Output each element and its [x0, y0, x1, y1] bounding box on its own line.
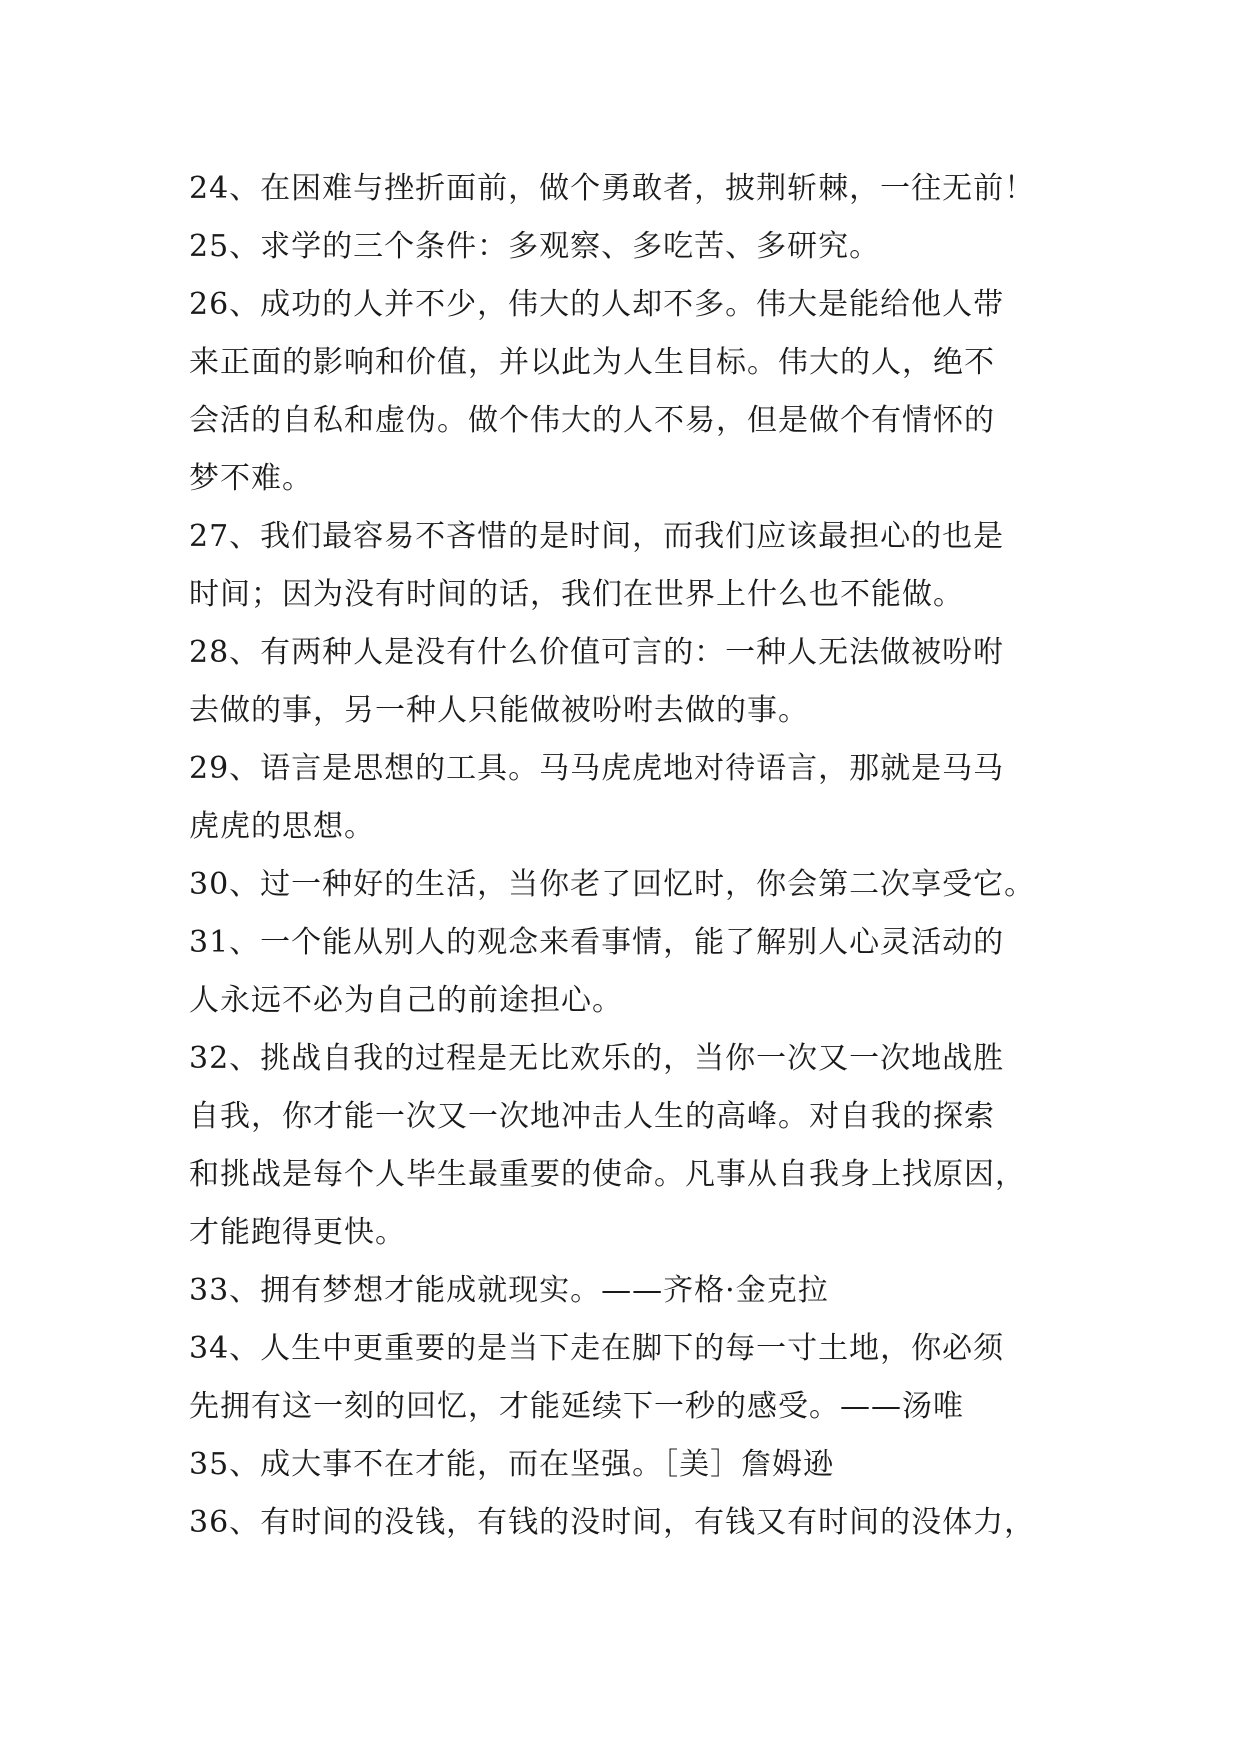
text-line: 梦不难。 [189, 461, 313, 496]
text-line: 31、一个能从别人的观念来看事情，能了解别人心灵活动的 [189, 925, 1005, 960]
text-line: 去做的事，另一种人只能做被吩咐去做的事。 [189, 693, 809, 728]
text-line: 36、有时间的没钱，有钱的没时间，有钱又有时间的没体力， [189, 1505, 1036, 1540]
text-line: 自我，你才能一次又一次地冲击人生的高峰。对自我的探索 [189, 1099, 995, 1134]
text-line: 34、人生中更重要的是当下走在脚下的每一寸土地，你必须 [189, 1331, 1005, 1366]
text-line: 25、求学的三个条件：多观察、多吃苦、多研究。 [189, 229, 881, 264]
text-line: 虎虎的思想。 [189, 809, 375, 844]
text-line: 32、挑战自我的过程是无比欢乐的，当你一次又一次地战胜 [189, 1041, 1005, 1076]
text-line: 才能跑得更快。 [189, 1215, 406, 1250]
text-line: 时间；因为没有时间的话，我们在世界上什么也不能做。 [189, 577, 964, 612]
text-line: 来正面的影响和价值，并以此为人生目标。伟大的人，绝不 [189, 345, 995, 380]
text-line: 30、过一种好的生活，当你老了回忆时，你会第二次享受它。 [189, 867, 1036, 902]
text-line: 29、语言是思想的工具。马马虎虎地对待语言，那就是马马 [189, 751, 1005, 786]
text-line: 先拥有这一刻的回忆，才能延续下一秒的感受。——汤唯 [189, 1389, 964, 1424]
text-line: 33、拥有梦想才能成就现实。——齐格·金克拉 [189, 1273, 829, 1308]
text-line: 26、成功的人并不少，伟大的人却不多。伟大是能给他人带 [189, 287, 1005, 322]
text-line: 27、我们最容易不吝惜的是时间，而我们应该最担心的也是 [189, 519, 1005, 554]
text-line: 人永远不必为自己的前途担心。 [189, 983, 623, 1018]
text-line: 会活的自私和虚伪。做个伟大的人不易，但是做个有情怀的 [189, 403, 995, 438]
text-line: 28、有两种人是没有什么价值可言的：一种人无法做被吩咐 [189, 635, 1005, 670]
text-line: 24、在困难与挫折面前，做个勇敢者，披荆斩棘，一往无前！ [189, 171, 1036, 206]
text-line: 和挑战是每个人毕生最重要的使命。凡事从自我身上找原因， [189, 1157, 1026, 1192]
document-body [189, 160, 1059, 1552]
text-line: 35、成大事不在才能，而在坚强。［美］詹姆逊 [189, 1447, 835, 1482]
